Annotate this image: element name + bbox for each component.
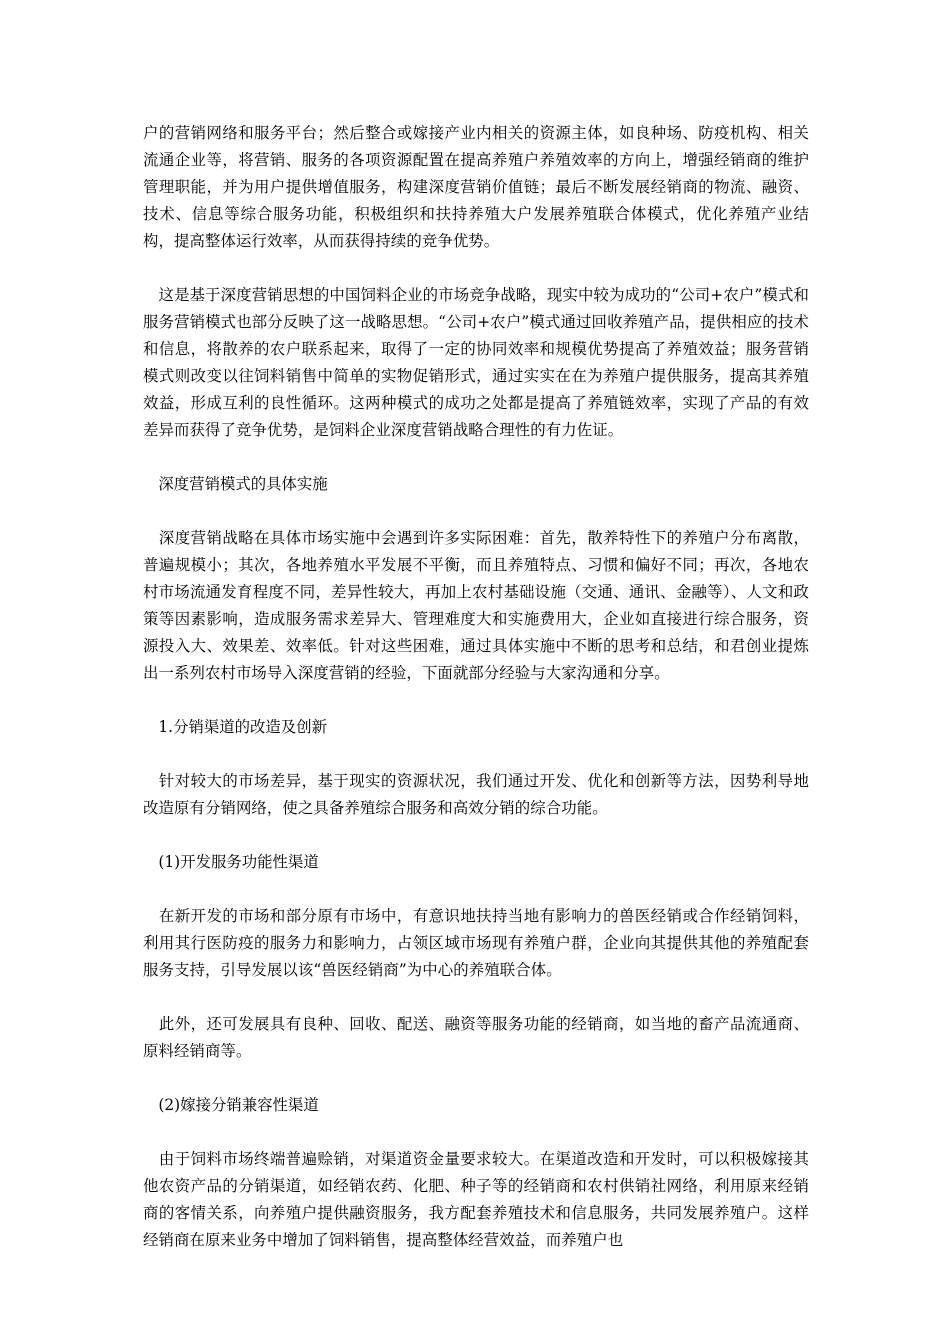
subsection-heading-compatible-channel: (2)嫁接分销兼容性渠道 [143,1096,319,1114]
section-heading-channel-reform: 1.分销渠道的改造及创新 [143,718,327,736]
document-page [143,120,809,1281]
paragraph-channel-reform: 针对较大的市场差异，基于现实的资源状况，我们通过开发、优化和创新等方法，因势利导地改造原有分销网络，使之具备养殖综合服务和高效分销的综合功能。 [143,772,809,817]
paragraph-intro: 户的营销网络和服务平台；然后整合或嫁接产业内相关的资源主体，如良种场、防疫机构、相关流通企业等，将营销、服务的各项资源配置在提高养殖户养殖效率的方向上，增强经销商的维护管理职能，并为用户提供增值服务，构建深度营销价值链；最后不断发展经销商的物流、融资、技术、信息等综合服务功能，积极组织和扶持养殖大户发展养殖联合体模式，优化养殖产业结构，提高整体运行效率，从而获得持续的竞争优势。 [143,124,809,250]
subsection-heading-service-channel: (1)开发服务功能性渠道 [143,853,319,871]
paragraph-service-channel: 在新开发的市场和部分原有市场中，有意识地扶持当地有影响力的兽医经销或合作经销饲料，利用其行医防疫的服务力和影响力，占领区域市场现有养殖户群，企业向其提供其他的养殖配套服务支持，引导发展以该“兽医经销商”为中心的养殖联合体。 [143,907,809,979]
section-heading-implementation: 深度营销模式的具体实施 [143,475,328,493]
paragraph-strategy: 这是基于深度营销思想的中国饲料企业的市场竞争战略，现实中较为成功的“公司+农户”模式和服务营销模式也部分反映了这一战略思想。“公司+农户”模式通过回收养殖产品，提供相应的技术和信息，将散养的农户联系起来，取得了一定的协同效率和规模优势提高了养殖效益；服务营销模式则改变以往饲料销售中简单的实物促销形式，通过实实在在为养殖户提供服务，提高其养殖效益，形成互利的良性循环。这两种模式的成功之处都是提高了养殖链效率，实现了产品的有效差异而获得了竞争优势，是饲料企业深度营销战略合理性的有力佐证。 [143,286,809,439]
paragraph-compatible-channel: 由于饲料市场终端普遍赊销，对渠道资金量要求较大。在渠道改造和开发时，可以积极嫁接其他农资产品的分销渠道，如经销农药、化肥、种子等的经销商和农村供销社网络，利用原来经销商的客情关系，向养殖户提供融资服务，我方配套养殖技术和信息服务，共同发展养殖户。这样经销商在原来业务中增加了饲料销售，提高整体经营效益，而养殖户也 [143,1150,809,1249]
paragraph-other-dealers: 此外，还可发展具有良种、回收、配送、融资等服务功能的经销商，如当地的畜产品流通商、原料经销商等。 [143,1015,809,1060]
paragraph-difficulties: 深度营销战略在具体市场实施中会遇到许多实际困难：首先，散养特性下的养殖户分布离散，普遍规模小；其次，各地养殖水平发展不平衡，而且养殖特点、习惯和偏好不同；再次，各地农村市场流通发育程度不同，差异性较大，再加上农村基础设施（交通、通讯、金融等）、人文和政策等因素影响，造成服务需求差异大、管理难度大和实施费用大，企业如直接进行综合服务，资源投入大、效果差、效率低。针对这些困难，通过具体实施中不断的思考和总结，和君创业提炼出一系列农村市场导入深度营销的经验，下面就部分经验与大家沟通和分享。 [143,529,809,682]
